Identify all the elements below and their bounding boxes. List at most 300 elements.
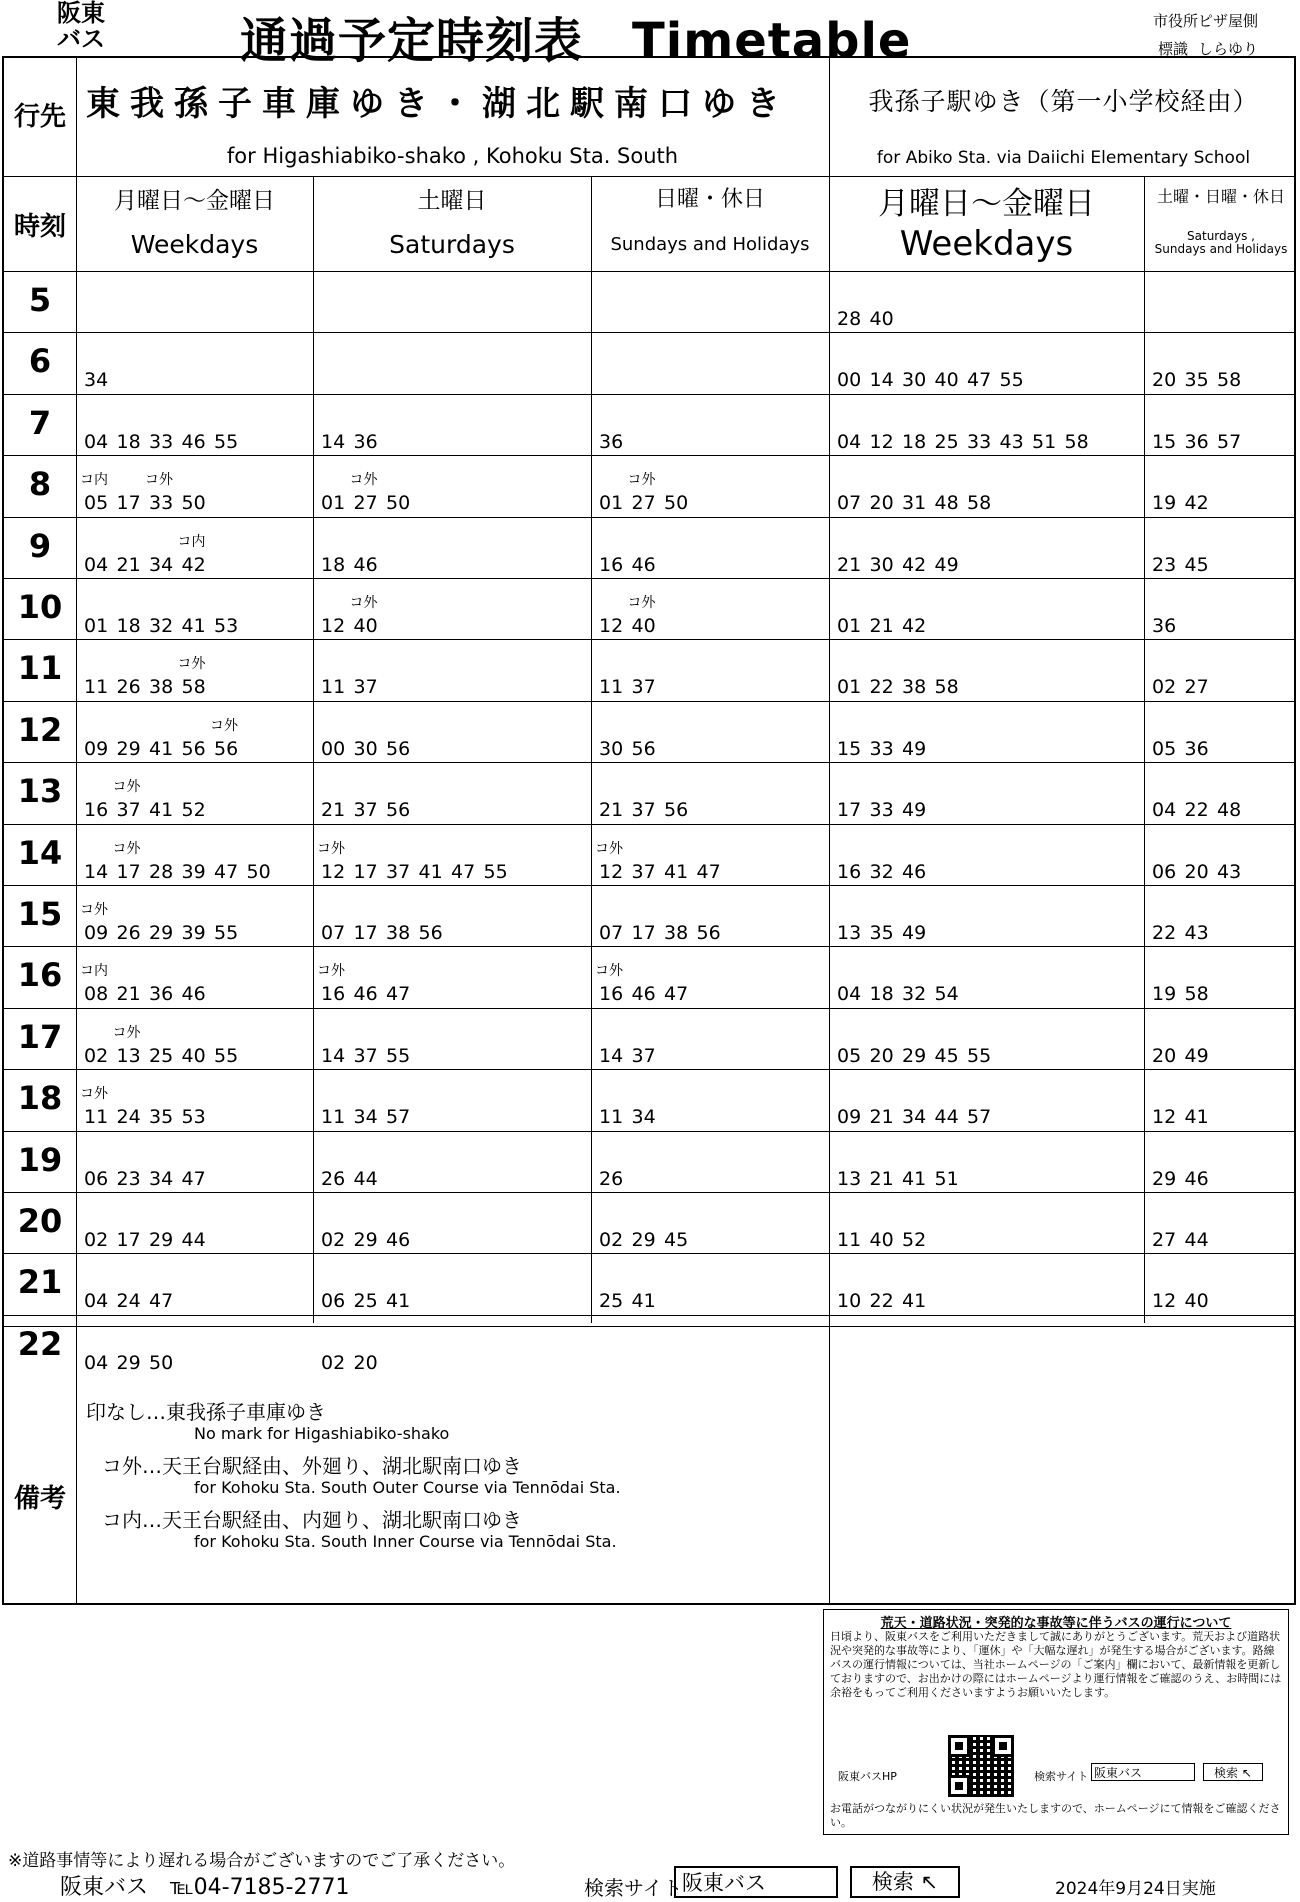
departure-time: 30 xyxy=(902,369,927,392)
departure-time: 29 xyxy=(116,1351,141,1374)
grid-line xyxy=(4,762,1294,763)
departure-time: 12 xyxy=(1152,1106,1177,1129)
departure-time: 18 xyxy=(902,430,927,453)
destination-2: 我孫子駅ゆき（第一小学校経由） xyxy=(868,87,1259,116)
departure-time: 47 xyxy=(967,369,992,392)
departure-time: 50 xyxy=(386,492,411,515)
grid-line xyxy=(4,701,1294,702)
departure-time: 07 xyxy=(599,922,624,944)
departure-time: 27 xyxy=(1152,1229,1177,1251)
column-sundays-ja: 日曜・休日 xyxy=(654,187,765,212)
departure-time: 02 xyxy=(1152,676,1177,699)
departure-time: 15 xyxy=(837,737,862,760)
departure-time: 18 xyxy=(116,615,141,637)
hour-label: 20 xyxy=(17,1202,63,1240)
departure-time: 41 xyxy=(902,1290,927,1313)
departure-time: 21 xyxy=(837,553,862,576)
departure-time: 14 xyxy=(869,369,894,392)
departure-time: 26 xyxy=(321,1167,346,1190)
departure-time: 35 xyxy=(149,1106,174,1129)
route-mark: コ外 xyxy=(112,840,141,857)
departure-time: 49 xyxy=(902,737,927,760)
departure-time: 04 xyxy=(837,430,862,453)
departure-time: 09 xyxy=(84,922,109,944)
page-title: 通過予定時刻表 Timetable xyxy=(240,13,912,69)
departure-time: 56 xyxy=(214,737,239,760)
notice-body: 日頃より、阪東バスをご利用いただきまして誠にありがとうございます。荒天および道路状況や突発的な事故等により、「運休」や「大幅な遅れ」が発生する場合がございます。路線バスの運行情報については、当社ホームページの「ご案内」欄において、最新情報を更新しておりますので、お出かけの際にはホームページより運行情報をご確認のうえ、お時間には余裕をもってご利用くださいますようお願いいたします。 xyxy=(830,1630,1282,1699)
grid-line xyxy=(4,824,1294,825)
departure-time: 36 xyxy=(149,983,174,1006)
departure-time: 16 xyxy=(599,983,624,1006)
column-b-weekends-en: Saturdays , Sundays and Holidays xyxy=(1154,229,1288,256)
hour-label: 22 xyxy=(17,1324,63,1363)
notice-title: 荒天・道路状況・突発的な事故等に伴うバスの運行について xyxy=(880,1616,1232,1631)
departure-time: 34 xyxy=(631,1106,656,1129)
hour-label: 14 xyxy=(17,833,63,872)
legend-text: …東我孫子車庫ゆき xyxy=(146,1400,326,1424)
departure-time: 16 xyxy=(84,799,109,822)
departure-time: 28 xyxy=(837,308,862,330)
departure-time: 35 xyxy=(869,922,894,944)
notice-footer: お電話がつながりにくい状況が発生いたしますので、ホームページにて情報をご確認ください。 xyxy=(830,1802,1281,1829)
departure-time: 47 xyxy=(451,860,476,883)
search-button-label: 検索 xyxy=(871,1870,914,1894)
company-name: 阪東 バス xyxy=(57,0,105,53)
hour-label: 10 xyxy=(17,588,63,626)
departure-time: 47 xyxy=(214,860,239,883)
departure-time: 38 xyxy=(386,922,411,944)
departure-time: 47 xyxy=(664,983,689,1006)
grid-line xyxy=(4,946,1294,947)
departure-time: 56 xyxy=(386,737,411,760)
departure-time: 17 xyxy=(353,860,378,883)
departure-time: 32 xyxy=(869,860,894,883)
hour-label: 19 xyxy=(17,1140,63,1179)
departure-time: 00 xyxy=(321,737,346,760)
departure-time: 40 xyxy=(869,308,894,330)
departure-time: 42 xyxy=(902,553,927,576)
departure-time: 47 xyxy=(149,1290,174,1313)
departure-time: 55 xyxy=(386,1044,411,1067)
departure-time: 25 xyxy=(599,1290,624,1313)
route-mark: コ外 xyxy=(349,472,378,489)
departure-time: 42 xyxy=(902,615,927,637)
grid-line xyxy=(4,332,1294,333)
hour-label: 12 xyxy=(17,710,63,749)
departure-time: 56 xyxy=(386,799,411,822)
departure-time: 09 xyxy=(84,737,109,760)
hour-label: 6 xyxy=(28,342,52,381)
departure-time: 49 xyxy=(902,799,927,822)
departure-time: 48 xyxy=(1217,799,1242,822)
departure-time: 45 xyxy=(934,1044,959,1067)
departure-time: 01 xyxy=(837,676,862,699)
destination-2-en: for Abiko Sta. via Daiichi Elementary School xyxy=(876,148,1251,168)
departure-time: 50 xyxy=(664,492,689,515)
destination-label: 行先 xyxy=(13,102,66,132)
departure-time: 02 xyxy=(321,1351,346,1374)
departure-time: 24 xyxy=(116,1290,141,1313)
departure-time: 41 xyxy=(149,799,174,822)
departure-time: 29 xyxy=(902,1044,927,1067)
departure-time: 48 xyxy=(934,492,959,515)
departure-time: 52 xyxy=(902,1229,927,1251)
grid-line xyxy=(4,885,1294,886)
departure-time: 02 xyxy=(84,1044,109,1067)
legend-inner-en: for Kohoku Sta. South Inner Course via Tennōdai Sta. xyxy=(194,1532,617,1551)
departure-time: 56 xyxy=(664,799,689,822)
departure-time: 23 xyxy=(116,1167,141,1190)
departure-time: 37 xyxy=(353,799,378,822)
hour-label: 16 xyxy=(17,956,63,995)
departure-time: 43 xyxy=(999,430,1024,453)
cursor-icon: ↖ xyxy=(920,1870,939,1894)
route-mark: コ外 xyxy=(317,840,345,857)
column-b-weekdays-en: Weekdays xyxy=(899,224,1074,264)
route-mark: コ内 xyxy=(80,963,108,980)
hour-label: 13 xyxy=(17,772,63,811)
departure-time: 33 xyxy=(149,430,174,453)
departure-time: 37 xyxy=(353,1044,378,1067)
departure-time: 42 xyxy=(1184,492,1209,515)
departure-time: 37 xyxy=(353,676,378,699)
departure-time: 05 xyxy=(837,1044,862,1067)
column-weekdays-en: Weekdays xyxy=(130,230,259,259)
departure-time: 19 xyxy=(1152,492,1177,515)
route-mark: コ外 xyxy=(627,472,656,489)
route-mark: コ内 xyxy=(177,533,206,550)
departure-time: 05 xyxy=(1152,737,1177,760)
departure-time: 21 xyxy=(116,983,141,1006)
departure-time: 08 xyxy=(84,983,109,1006)
hour-label: 21 xyxy=(17,1263,63,1302)
route-mark: コ外 xyxy=(317,963,345,980)
hour-label: 17 xyxy=(17,1017,63,1056)
legend-outer-en: for Kohoku Sta. South Outer Course via Tennōdai Sta. xyxy=(194,1478,621,1497)
departure-time: 49 xyxy=(1184,1044,1209,1067)
departure-time: 12 xyxy=(869,430,894,453)
departure-time: 07 xyxy=(837,492,862,515)
departure-time: 41 xyxy=(418,860,443,883)
departure-time: 19 xyxy=(1152,983,1177,1006)
departure-time: 44 xyxy=(181,1229,206,1251)
departure-time: 17 xyxy=(116,1229,141,1251)
departure-time: 06 xyxy=(1152,860,1177,883)
departure-time: 33 xyxy=(967,430,992,453)
departure-time: 29 xyxy=(116,737,141,760)
departure-time: 58 xyxy=(1184,983,1209,1006)
departure-time: 58 xyxy=(967,492,992,515)
departure-time: 33 xyxy=(869,799,894,822)
search-input[interactable]: 阪東バス xyxy=(674,1866,838,1898)
departure-time: 13 xyxy=(837,1167,862,1190)
departure-time: 40 xyxy=(181,1044,206,1067)
departure-time: 37 xyxy=(386,860,411,883)
departure-time: 47 xyxy=(696,860,721,883)
phone-number[interactable]: 阪東バス ℡04-7185-2771 xyxy=(60,1875,350,1900)
legend-mark: コ外 xyxy=(102,1454,142,1478)
departure-time: 46 xyxy=(386,1229,411,1251)
service-notice xyxy=(823,1609,1289,1835)
departure-time: 20 xyxy=(869,1044,894,1067)
departure-time: 21 xyxy=(869,1167,894,1190)
departure-time: 27 xyxy=(1184,676,1209,699)
departure-time: 50 xyxy=(181,492,206,515)
grid-line xyxy=(829,58,830,1603)
departure-time: 11 xyxy=(84,1106,109,1129)
departure-time: 35 xyxy=(1184,369,1209,392)
grid-line xyxy=(313,176,314,1323)
departure-time: 46 xyxy=(353,553,378,576)
departure-time: 34 xyxy=(149,1167,174,1190)
departure-time: 29 xyxy=(1152,1167,1177,1190)
notice-search-input[interactable]: 阪東バス xyxy=(1091,1763,1195,1781)
departure-time: 36 xyxy=(353,430,378,453)
departure-time: 46 xyxy=(181,983,206,1006)
column-saturdays-en: Saturdays xyxy=(389,230,515,259)
search-label: 検索サイト xyxy=(584,1876,683,1900)
departure-time: 21 xyxy=(321,799,346,822)
departure-time: 56 xyxy=(418,922,443,944)
departure-time: 33 xyxy=(149,492,174,515)
cursor-icon: ↖ xyxy=(1241,1766,1252,1780)
departure-time: 12 xyxy=(321,860,346,883)
destination-1: 東我孫子車庫ゆき・湖北駅南口ゆき xyxy=(86,84,790,124)
notice-search-label: 検索サイト xyxy=(1034,1770,1089,1783)
departure-time: 11 xyxy=(837,1229,862,1251)
departure-time: 36 xyxy=(1184,430,1209,453)
departure-time: 45 xyxy=(664,1229,689,1251)
departure-time: 11 xyxy=(321,676,346,699)
departure-time: 11 xyxy=(84,676,109,699)
departure-time: 12 xyxy=(321,615,346,637)
departure-time: 18 xyxy=(116,430,141,453)
legend-mark: コ内 xyxy=(102,1508,142,1532)
departure-time: 54 xyxy=(934,983,959,1006)
departure-time: 20 xyxy=(1152,369,1177,392)
departure-time: 04 xyxy=(84,430,109,453)
timetable-grid xyxy=(2,56,1296,1605)
departure-time: 50 xyxy=(149,1351,174,1374)
departure-time: 53 xyxy=(181,1106,206,1129)
departure-time: 27 xyxy=(631,492,656,515)
departure-time: 42 xyxy=(181,553,206,576)
departure-time: 29 xyxy=(631,1229,656,1251)
departure-time: 52 xyxy=(181,799,206,822)
departure-time: 25 xyxy=(149,1044,174,1067)
departure-time: 33 xyxy=(869,737,894,760)
departure-time: 31 xyxy=(902,492,927,515)
departure-time: 20 xyxy=(353,1351,378,1374)
departure-time: 40 xyxy=(1184,1290,1209,1313)
departure-time: 38 xyxy=(902,676,927,699)
departure-time: 40 xyxy=(869,1229,894,1251)
departure-time: 02 xyxy=(84,1229,109,1251)
departure-time: 01 xyxy=(84,615,109,637)
departure-time: 18 xyxy=(321,553,346,576)
departure-time: 17 xyxy=(116,492,141,515)
departure-time: 40 xyxy=(631,615,656,637)
departure-time: 34 xyxy=(84,369,109,392)
departure-time: 25 xyxy=(353,1290,378,1313)
departure-time: 06 xyxy=(84,1167,109,1190)
grid-line xyxy=(4,394,1294,395)
departure-time: 29 xyxy=(149,1229,174,1251)
departure-time: 50 xyxy=(246,860,271,883)
departure-time: 57 xyxy=(967,1106,992,1129)
departure-time: 56 xyxy=(696,922,721,944)
departure-time: 55 xyxy=(483,860,508,883)
hour-label: 8 xyxy=(28,465,52,504)
departure-time: 55 xyxy=(999,369,1024,392)
column-weekdays-ja: 月曜日～金曜日 xyxy=(114,188,275,214)
departure-time: 36 xyxy=(1184,737,1209,760)
hour-label: 5 xyxy=(28,281,52,319)
grid-line xyxy=(4,271,1294,272)
departure-time: 14 xyxy=(84,860,109,883)
departure-time: 58 xyxy=(934,676,959,699)
departure-time: 37 xyxy=(631,799,656,822)
departure-time: 12 xyxy=(599,860,624,883)
departure-time: 49 xyxy=(902,922,927,944)
departure-time: 49 xyxy=(934,553,959,576)
legend-nomark-en: No mark for Higashiabiko-shako xyxy=(194,1424,450,1443)
grid-line xyxy=(4,1315,1294,1316)
departure-time: 20 xyxy=(1184,860,1209,883)
departure-time: 56 xyxy=(181,737,206,760)
departure-time: 29 xyxy=(149,922,174,944)
legend-text: …天王台駅経由、内廻り、湖北駅南口ゆき xyxy=(142,1508,522,1532)
column-b-weekends-ja: 土曜・日曜・休日 xyxy=(1156,187,1285,206)
departure-time: 30 xyxy=(353,737,378,760)
route-mark: コ外 xyxy=(112,779,141,796)
qr-code[interactable] xyxy=(948,1735,1014,1797)
departure-time: 57 xyxy=(1217,430,1242,453)
grid-line xyxy=(4,639,1294,640)
column-saturdays-ja: 土曜日 xyxy=(417,188,487,214)
departure-time: 47 xyxy=(181,1167,206,1190)
departure-time: 22 xyxy=(1152,922,1177,944)
search-button[interactable] xyxy=(850,1866,960,1898)
departure-time: 44 xyxy=(934,1106,959,1129)
departure-time: 20 xyxy=(869,492,894,515)
departure-time: 21 xyxy=(599,799,624,822)
notice-search-button[interactable] xyxy=(1203,1763,1263,1781)
departure-time: 15 xyxy=(1152,430,1177,453)
hour-label: 15 xyxy=(17,895,63,933)
departure-time: 28 xyxy=(149,860,174,883)
departure-time: 41 xyxy=(181,615,206,637)
grid-line xyxy=(4,1008,1294,1009)
departure-time: 04 xyxy=(1152,799,1177,822)
destination-1-en: for Higashiabiko-shako , Kohoku Sta. South xyxy=(226,144,679,168)
departure-time: 00 xyxy=(837,369,862,392)
departure-time: 51 xyxy=(934,1167,959,1190)
grid-line xyxy=(4,1131,1294,1132)
stop-name-value: しらゆり xyxy=(1197,40,1258,58)
departure-time: 01 xyxy=(837,615,862,637)
departure-time: 45 xyxy=(1184,553,1209,576)
departure-time: 04 xyxy=(837,983,862,1006)
departure-time: 18 xyxy=(869,983,894,1006)
departure-time: 58 xyxy=(1217,369,1242,392)
departure-time: 09 xyxy=(837,1106,862,1129)
departure-time: 10 xyxy=(837,1290,862,1313)
departure-time: 46 xyxy=(902,860,927,883)
departure-time: 17 xyxy=(837,799,862,822)
departure-time: 51 xyxy=(1032,430,1057,453)
departure-time: 04 xyxy=(84,1351,109,1374)
departure-time: 21 xyxy=(869,1106,894,1129)
departure-time: 23 xyxy=(1152,553,1177,576)
departure-time: 11 xyxy=(321,1106,346,1129)
route-mark: コ外 xyxy=(145,472,173,489)
departure-time: 34 xyxy=(149,553,174,576)
departure-time: 46 xyxy=(1184,1167,1209,1190)
legend-inner xyxy=(102,1504,522,1533)
departure-time: 47 xyxy=(386,983,411,1006)
departure-time: 58 xyxy=(1064,430,1089,453)
departure-time: 14 xyxy=(599,1044,624,1067)
qr-finder xyxy=(948,1775,970,1797)
notice-search-button-label: 検索 xyxy=(1214,1766,1239,1780)
departure-time: 01 xyxy=(599,492,624,515)
legend-nomark xyxy=(86,1396,326,1425)
route-mark: コ外 xyxy=(210,717,238,734)
departure-time: 46 xyxy=(181,430,206,453)
departure-time: 57 xyxy=(386,1106,411,1129)
departure-time: 22 xyxy=(1184,799,1209,822)
departure-time: 41 xyxy=(149,737,174,760)
departure-time: 21 xyxy=(116,553,141,576)
route-mark: コ外 xyxy=(80,902,108,918)
departure-time: 44 xyxy=(1184,1229,1209,1251)
departure-time: 14 xyxy=(321,430,346,453)
departure-time: 37 xyxy=(116,799,141,822)
qr-finder xyxy=(948,1735,970,1757)
departure-time: 34 xyxy=(902,1106,927,1129)
departure-time: 53 xyxy=(214,615,239,637)
stop-side: 市役所ピザ屋側 xyxy=(1152,12,1258,30)
departure-time: 58 xyxy=(181,676,206,699)
departure-time: 46 xyxy=(631,553,656,576)
departure-time: 36 xyxy=(1152,615,1177,637)
departure-time: 22 xyxy=(869,676,894,699)
departure-time: 02 xyxy=(321,1229,346,1251)
hour-label: 9 xyxy=(28,526,52,565)
departure-time: 01 xyxy=(321,492,346,515)
departure-time: 38 xyxy=(664,922,689,944)
departure-time: 39 xyxy=(181,922,206,944)
departure-time: 16 xyxy=(321,983,346,1006)
grid-line xyxy=(4,455,1294,456)
departure-time: 22 xyxy=(869,1290,894,1313)
grid-line xyxy=(4,517,1294,518)
departure-time: 46 xyxy=(353,983,378,1006)
departure-time: 40 xyxy=(934,369,959,392)
grid-line xyxy=(4,1069,1294,1070)
departure-time: 20 xyxy=(1152,1044,1177,1067)
departure-time: 30 xyxy=(599,737,624,760)
grid-line xyxy=(4,1253,1294,1254)
departure-time: 14 xyxy=(321,1044,346,1067)
grid-line xyxy=(4,1192,1294,1193)
departure-time: 55 xyxy=(214,430,239,453)
departure-time: 11 xyxy=(599,1106,624,1129)
departure-time: 27 xyxy=(353,492,378,515)
departure-time: 26 xyxy=(599,1167,624,1190)
grid-line xyxy=(4,578,1294,579)
